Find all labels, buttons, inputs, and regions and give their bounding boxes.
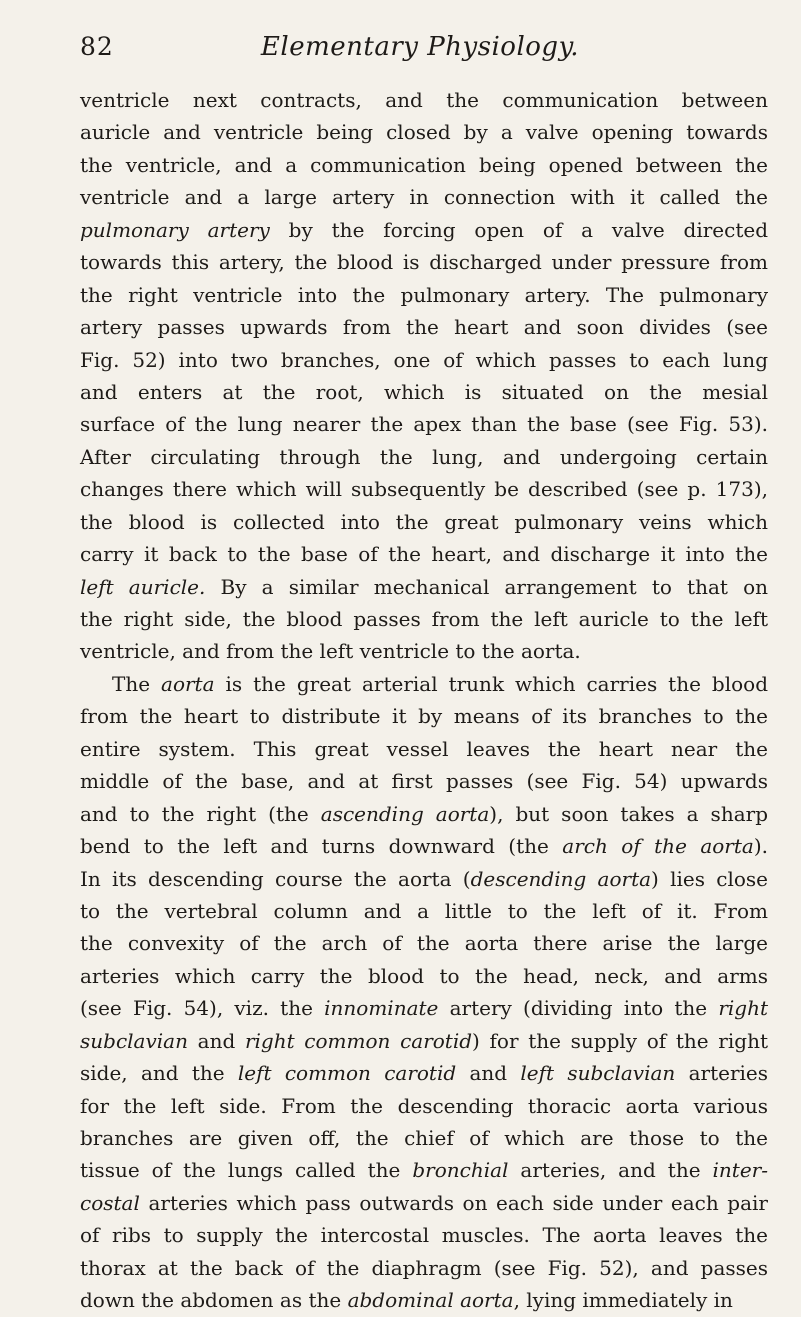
text-line bbox=[80, 84, 768, 116]
text-run: branches are given off, the chief of which are those to the bbox=[80, 1126, 768, 1150]
text-run: , lying immediately in bbox=[513, 1288, 733, 1313]
text-run: carry it back to the base of the heart, and discharge it into the bbox=[80, 542, 768, 567]
text-run: the right side, the blood passes from the left auricle to the left bbox=[80, 607, 768, 631]
text-line bbox=[80, 1284, 768, 1316]
text-line bbox=[80, 538, 768, 570]
italic-term: innominate bbox=[324, 996, 439, 1021]
text-line bbox=[80, 311, 768, 343]
text-run: for the left side. From the descending thoracic aorta various bbox=[80, 1093, 768, 1118]
text-run: the blood is collected into the great pulmonary veins which bbox=[80, 509, 768, 534]
italic-term: aorta bbox=[161, 671, 215, 696]
text-run: by the forcing open of a valve directed bbox=[269, 217, 768, 242]
text-run: and enters at the root, which is situated on the mesial bbox=[80, 379, 768, 404]
text-line bbox=[80, 1219, 768, 1251]
text-run: ) for the supply of the right bbox=[472, 1028, 768, 1053]
text-line bbox=[80, 1090, 768, 1122]
text-run: to the vertebral column and a little to the left of it. From bbox=[80, 898, 768, 923]
text-run: arteries, and the bbox=[508, 1158, 713, 1183]
text-run: down the abdomen as the bbox=[80, 1288, 348, 1313]
text-line bbox=[80, 473, 768, 505]
italic-term: right common carotid bbox=[244, 1028, 473, 1053]
text-line bbox=[80, 603, 768, 635]
italic-term: bronchial bbox=[412, 1158, 509, 1183]
text-run: After circulating through the lung, and undergoing certain bbox=[80, 444, 768, 469]
text-line bbox=[80, 1187, 768, 1219]
italic-term: ascending aorta bbox=[320, 801, 490, 826]
text-line bbox=[80, 181, 768, 213]
text-line bbox=[80, 1025, 768, 1057]
text-run: (see Fig. 54), viz. the bbox=[80, 996, 325, 1021]
text-line bbox=[80, 149, 768, 181]
text-line bbox=[80, 927, 768, 959]
text-run: thorax at the back of the diaphragm (see Fig. 52), and passes bbox=[80, 1255, 768, 1280]
text-run: tissue of the lungs called the bbox=[80, 1158, 413, 1183]
text-line bbox=[80, 376, 768, 408]
text-line bbox=[80, 441, 768, 473]
text-run: the right ventricle into the pulmonary artery. The pulmonary bbox=[80, 282, 768, 307]
italic-term: left auricle. bbox=[80, 574, 206, 599]
page-header bbox=[80, 30, 760, 64]
page-number: 82 bbox=[80, 32, 114, 61]
text-line bbox=[80, 830, 768, 862]
italic-term: subclavian bbox=[80, 1028, 188, 1053]
text-line bbox=[80, 733, 768, 765]
text-run: arteries which pass outwards on each side under each pair bbox=[139, 1190, 768, 1215]
text-run: changes there which will subsequently be described (see p. 173), bbox=[80, 477, 768, 502]
text-run: middle of the base, and at first passes (see Fig. 54) upwards bbox=[80, 769, 768, 794]
italic-term: left subclavian bbox=[520, 1061, 676, 1086]
text-line bbox=[80, 863, 768, 895]
text-run: the ventricle, and a communication being opened between the bbox=[80, 152, 768, 177]
text-line bbox=[80, 1154, 768, 1186]
text-run: arteries bbox=[675, 1061, 769, 1086]
text-run: ). bbox=[753, 834, 768, 859]
text-run: artery passes upwards from the heart and soon divides (see bbox=[80, 315, 768, 340]
text-run: bend to the left and turns downward (the bbox=[80, 834, 563, 859]
text-run: artery (dividing into the bbox=[438, 996, 719, 1021]
text-run: ) lies close bbox=[651, 866, 769, 891]
text-line bbox=[80, 1252, 768, 1284]
text-run: ventricle and a large artery in connection with it called the bbox=[80, 185, 768, 210]
italic-term: abdominal aorta bbox=[347, 1288, 514, 1313]
italic-term: arch of the aorta bbox=[562, 834, 754, 859]
text-line bbox=[80, 506, 768, 538]
text-line bbox=[80, 344, 768, 376]
text-run: ventricle next contracts, and the communication between bbox=[80, 88, 768, 112]
text-line bbox=[80, 992, 768, 1024]
text-line bbox=[80, 798, 768, 830]
italic-term: inter- bbox=[712, 1158, 768, 1183]
text-line bbox=[80, 960, 768, 992]
text-run: and bbox=[456, 1061, 521, 1086]
text-line bbox=[80, 765, 768, 797]
text-line bbox=[80, 635, 768, 667]
italic-term: right bbox=[718, 996, 768, 1021]
text-line bbox=[80, 700, 768, 732]
text-run: side, and the bbox=[80, 1061, 238, 1086]
text-run: entire system. This great vessel leaves the heart near the bbox=[80, 736, 768, 761]
text-line bbox=[80, 668, 768, 700]
text-line bbox=[80, 1122, 768, 1154]
text-run: By a similar mechanical arrangement to that on bbox=[205, 574, 768, 599]
italic-term: pulmonary artery bbox=[80, 217, 270, 242]
italic-term: left common carotid bbox=[237, 1061, 457, 1086]
text-run: surface of the lung nearer the apex than the base (see Fig. 53). bbox=[80, 412, 768, 437]
text-run: ), but soon takes a sharp bbox=[489, 801, 768, 826]
italic-term: descending aorta bbox=[470, 866, 652, 891]
text-line bbox=[80, 279, 768, 311]
text-line bbox=[80, 246, 768, 278]
text-line bbox=[80, 895, 768, 927]
text-run: arteries which carry the blood to the head, neck, and arms bbox=[80, 963, 768, 988]
text-run: ventricle, and from the left ventricle to the aorta. bbox=[80, 639, 581, 664]
text-run: the convexity of the arch of the aorta there arise the large bbox=[80, 931, 768, 956]
text-line bbox=[80, 1057, 768, 1089]
text-run: In its descending course the aorta ( bbox=[80, 866, 471, 891]
text-line bbox=[80, 408, 768, 440]
text-run: of ribs to supply the intercostal muscles. The aorta leaves the bbox=[80, 1223, 768, 1248]
text-line bbox=[80, 116, 768, 148]
text-run: is the great arterial trunk which carries the blood bbox=[214, 671, 768, 696]
running-head: Elementary Physiology. bbox=[260, 32, 580, 62]
text-run: from the heart to distribute it by means of its branches to the bbox=[80, 704, 768, 729]
text-run: Fig. 52) into two branches, one of which passes to each lung bbox=[80, 347, 768, 372]
text-run: auricle and ventricle being closed by a valve opening towards bbox=[80, 120, 768, 145]
text-run: towards this artery, the blood is discharged under pressure from bbox=[80, 250, 768, 275]
text-line bbox=[80, 214, 768, 246]
italic-term: costal bbox=[80, 1190, 140, 1215]
text-run: and to the right (the bbox=[80, 801, 321, 826]
body-text bbox=[80, 84, 768, 1317]
text-run: The bbox=[112, 671, 162, 696]
text-line bbox=[80, 571, 768, 603]
text-run: and bbox=[187, 1028, 245, 1053]
